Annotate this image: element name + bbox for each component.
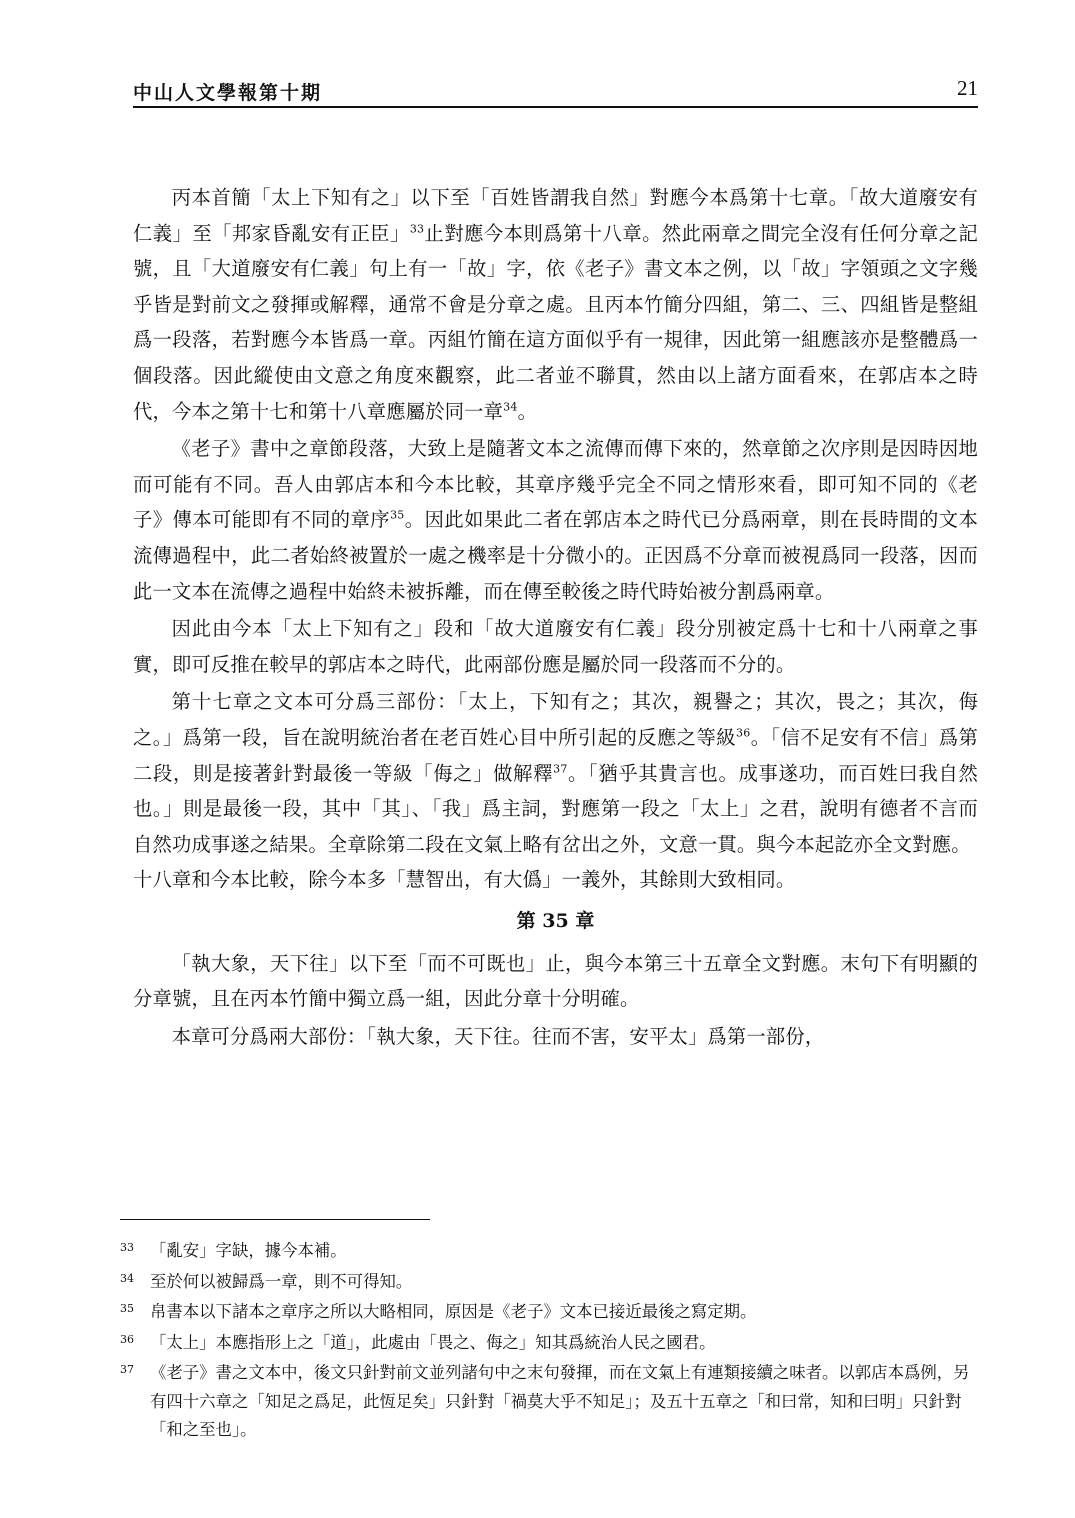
footnote-34: 34 至於何以被歸爲一章，則不可得知。 bbox=[120, 1271, 413, 1291]
footnote-ref-37[interactable]: 37 bbox=[553, 762, 568, 776]
journal-title: 中山人文學報第十期 bbox=[133, 82, 323, 104]
footnote-36: 36 「太上」本應指形上之「道」，此處由「畏之、侮之」知其爲統治人民之國君。 bbox=[120, 1332, 716, 1352]
page-number: 21 bbox=[957, 76, 978, 100]
section-heading: 第 35 章 bbox=[516, 909, 595, 932]
paragraph-1: 丙本首簡「太上下知有之」以下至「百姓皆謂我自然」對應今本爲第十七章。「故大道廢安有仁義」至「邦家昏亂安有正臣」$^{33}$止對應今本則爲第十八章。然此兩章之間完全沒有任何分章之記號，且「大道廢安有仁義」句上有一「故」字，依《老子》書文本之例，以「故」字領頭之文字幾乎皆是對前文之發揮或解釋，通常不會是分章之處。且丙本竹簡分四組，第二、三、四組皆是整組爲一段落，若對應今本皆爲一章。丙組竹簡在這方面似乎有一規律，因此第一組應該亦是整體爲一個段落。因此縱使由文意之角度來觀察，此二者並不聯貫，然由以上諸方面看來，在郭店本之時代，今本之第十七和第十八章應屬於同一章$^{34}$。 bbox=[133, 186, 978, 423]
header-rule bbox=[133, 106, 978, 108]
footnote-ref-35[interactable]: 35 bbox=[390, 508, 405, 522]
paragraph-6: 「執大象，天下往」以下至「而不可既也」止，與今本第三十五章全文對應。末句下有明顯的分章號，且在丙本竹簡中獨立爲一組，因此分章十分明確。 bbox=[133, 951, 978, 1011]
footnote-37: 37 《老子》書之文本中，後文只針對前文並列諸句中之末句發揮，而在文氣上有連類接續之味者。以郭店本爲例，另有四十六章之「知足之爲足，此恆足矣」只針對「禍莫大乎不知足」；及五十五章之「和曰常，知和曰明」只針對「和之至也」。 bbox=[120, 1363, 970, 1439]
footnote-rule bbox=[120, 1219, 430, 1220]
footnote-ref-36[interactable]: 36 bbox=[736, 726, 751, 740]
footnote-ref-34[interactable]: 34 bbox=[503, 400, 518, 414]
paragraph-2: 《老子》書中之章節段落，大致上是隨著文本之流傳而傳下來的，然章節之次序則是因時因地而可能有不同。吾人由郭店本和今本比較，其章序幾乎完全不同之情形來看，即可知不同的《老子》傳本可能即有不同的章序$^{35}$。因此如果此二者在郭店本之時代已分爲兩章，則在長時間的文本流傳過程中，此二者始終被置於一處之機率是十分微小的。正因爲不分章而被視爲同一段落，因而此一文本在流傳之過程中始終未被拆離，而在傳至較後之時代時始被分割爲兩章。 bbox=[133, 437, 978, 603]
paragraph-7: 本章可分爲兩大部份：「執大象，天下往。往而不害，安平太」爲第一部份， bbox=[171, 1025, 825, 1049]
paragraph-5: 十八章和今本比較，除今本多「慧智出，有大僞」一義外，其餘則大致相同。 bbox=[133, 868, 796, 892]
footnote-ref-33[interactable]: 33 bbox=[409, 222, 425, 236]
paragraph-4: 第十七章之文本可分爲三部份：「太上，下知有之；其次，親譽之；其次，畏之；其次，侮之。」爲第一段，旨在說明統治者在老百姓心目中所引起的反應之等級$^{36}$。「信不足安有不信」爲第二段，則是接著針對最後一等級「侮之」做解釋$^{37}$。「猶乎其貴言也。成事遂功，而百姓曰我自然也。」則是最後一段，其中「其」、「我」爲主詞，對應第一段之「太上」之君，說明有德者不言而自然功成事遂之結果。全章除第二段在文氣上略有岔出之外，文意一貫。與今本起訖亦全文對應。 bbox=[133, 690, 978, 856]
main-body bbox=[133, 180, 978, 1057]
footnote-33: 33 「亂安」字缺，據今本補。 bbox=[120, 1241, 347, 1260]
paragraph-3: 因此由今本「太上下知有之」段和「故大道廢安有仁義」段分別被定爲十七和十八兩章之事實，即可反推在較早的郭店本之時代，此兩部份應是屬於同一段落而不分的。 bbox=[133, 617, 978, 676]
footnotes bbox=[120, 1237, 978, 1447]
footnote-35: 35 帛書本以下諸本之章序之所以大略相同，原因是《老子》文本已接近最後之寫定期。 bbox=[120, 1302, 757, 1321]
running-header bbox=[133, 78, 978, 106]
